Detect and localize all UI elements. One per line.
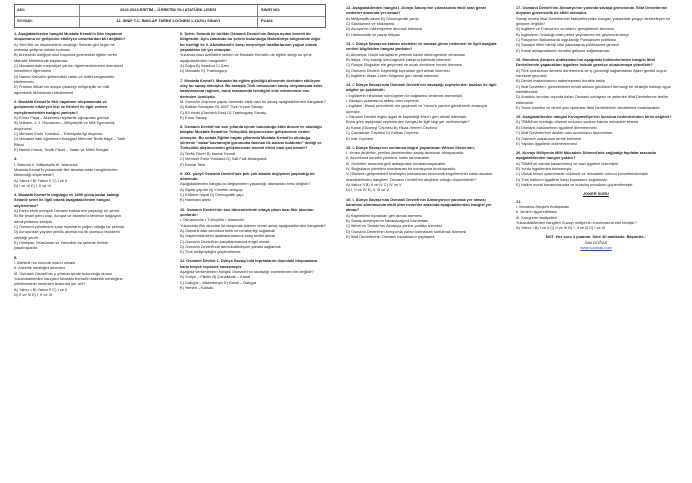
question-option: Yukarıdakilerden hangileri Mustafa Kemal'in askerlik mesleğine yönelmesinin nedenleri arasında yer alır? bbox=[14, 275, 123, 287]
question-block bbox=[14, 255, 128, 298]
exam-title-2: 12. SINIF T.C. İNKILAP TARİHİ 1.DÖNEM 1.YAZILI SINAVI bbox=[116, 18, 220, 23]
question-option: • İngilizler, Musul petrollerini ele geçirmek ve Yavuz'a yardım göndermek amacıyla açmıştır. bbox=[346, 103, 488, 114]
question-block bbox=[516, 191, 676, 230]
question-option: D) Manastır'daki öğretmeni Kolağası Mehmet Tevfik Bilge – Tarih Bilinci bbox=[14, 136, 126, 147]
question-block bbox=[346, 145, 500, 193]
question-option: Savaş öncesi İtilaf Devletlerinin faaliyetlerinden hangisi, yukarıdaki yargıyı destekleyen bir gelişme değildir? bbox=[516, 15, 671, 27]
question-option: E) Fransız İhtilali'nin ortaya çıkardığı milliyetçilik ve milli egemenlik fikirlerinden etkilenmesi bbox=[14, 84, 110, 95]
question-option: A) TBMM'nin kurduğu düzenli ordunun sadece batıda mücadele etmesi bbox=[516, 119, 639, 125]
question-option: D) Anadolu sınırları dışında kalan Osmanlı subayları ve askerleri İtilaf Devletlerine teslim edilecektir bbox=[516, 94, 669, 105]
question-option: D) II ve III E) I, II ve III bbox=[14, 292, 52, 297]
question-option: • İngilizlerin Hindistan sömürgeleri ile bağlantısı kesilmek istenmiştir. bbox=[346, 92, 464, 98]
question-text: 6. Şehir; Selanik ile birlikte Osmanlı Devleti'nin Batıya açılan önemli bir bölgesidir. Aynı zamanda bu şehrin bulunduğu Makedonya bölgesinde diğer bir özelliği ile il. Abdülhamit'e karşı meşrutiyet taraftarlarının yoğun olarak yaşadıkları bir yer olmuştur. bbox=[180, 31, 321, 53]
question-text: 3. bbox=[14, 156, 18, 162]
question-block bbox=[516, 5, 676, 53]
question-option: M. Kemal'in düşünce yapısı üzerinde etkili olan bu savaş aşağıdakilerden hangisidir? bbox=[180, 98, 326, 104]
question-option: E) Hammadde ve pazar ihtiyacı bbox=[346, 31, 401, 37]
question-block bbox=[14, 99, 128, 152]
question-text: 9. XIX. yüzyıl Osmanlı Devleti'nde pek çok alanda değişimin yaşandığı bir dönemdir. bbox=[180, 170, 315, 181]
question-option: III. Osmanlı Devleti'nin o yıllarda içinde bulunduğu durum bbox=[14, 270, 113, 276]
question-option: maddelerinden hangileri, Osmanlı Devleti'nin aleyhine olduğu düşünülebilir? bbox=[346, 176, 477, 182]
question-option: E) Kırım Savaşı bbox=[180, 114, 208, 120]
question-option: A) Türk ordusunun serbest deneremesi ve iç güvenliği sağlamaktan ilişkin gerekli suyun harekete geçmesi bbox=[516, 67, 667, 78]
question-block bbox=[180, 258, 326, 290]
question-option: D) Osmanlı Devleti'nin Avrupa'da yalnız kalmaktan kurtulmak istemesi bbox=[346, 228, 467, 234]
question-option: Mustafa Kemal'in yukarıdaki fikir akımlarından hangilerinden etkilendiği söylenebilir? bbox=[14, 166, 118, 178]
question-option: A) Yalnız II B) II ve IV C) IV ve V bbox=[346, 182, 402, 188]
question-option: A) Sofya B) İstanbul C) Şam bbox=[180, 63, 229, 69]
question-option: B) İtalya: Geç kaldığı sömürgecilik yarışına katılmak istemesi bbox=[346, 56, 451, 62]
question-text: 21. bbox=[516, 198, 522, 204]
question-option: D) I, II ve IV E) II, III ve V bbox=[346, 187, 390, 193]
question-option: III. Devletler arasında gizli antlaşmalar imzalanmayacaktır. bbox=[346, 160, 447, 166]
question-text: 13. I. Dünya Savaşı'na katılan devletler ve savaşa girme nedenleri ile ilgili aşağıda verilen bilgilerden hangisi yanlıştır? bbox=[346, 40, 497, 52]
question-option: B) Annesinin isteğiyle okul hayatına geleneksel eğitim veren Mahalle Mektebinde başlaması bbox=[14, 52, 118, 63]
question-text: 18. Mondros Ateşkes Antlaşması'nın aşağıdaki hükümlerinden hangisi İtilaf Devletlerinin yapacakları işgallere hukuki gerekçe oluşturmaya yöneliktir? bbox=[516, 56, 655, 68]
question-option: E) Kemal Tahir bbox=[180, 161, 206, 167]
question-option: A) Milliyetçilik akımı B) Sömürgecilik yarışı bbox=[346, 15, 419, 21]
column-1 bbox=[14, 31, 128, 301]
question-option: C) 93 Harbi (Osmanlı-Rus) D) Trablusgarp Savaşı bbox=[180, 109, 267, 115]
question-block bbox=[516, 57, 676, 110]
question-block bbox=[516, 114, 676, 146]
ad-label: ADI: bbox=[17, 7, 25, 12]
question-option: II. Askerlik mesleğini sevmesi bbox=[14, 265, 65, 271]
question-option: C) Kültürel hayat D) Demografik yapı bbox=[180, 192, 244, 198]
question-option: C) Osmanlı yönetimine karşı isyanların yoğun olduğu bir şehirdir. bbox=[14, 224, 126, 230]
question-option: A) Enver Paşa – Askerlerin siyasetle uğraşması görüşü bbox=[14, 114, 109, 120]
question-option: E) Yapılan işgallerin önlenememesi bbox=[516, 140, 577, 146]
question-block bbox=[14, 192, 128, 251]
question-option: D) I ve III E) I, II ve III bbox=[14, 182, 51, 188]
question-option: II. İzmir'in işgal edilmesi bbox=[516, 209, 557, 215]
question-option: B) Yurdu işgallerden kurtarmıştır. bbox=[516, 166, 573, 172]
question-option: B) Devlet makamlarının haberleşmesi durakla bekle bbox=[516, 78, 606, 84]
question-option: E) Toros tünelleri ve demir yolu işletmesi İtilaf Devletlerinin denetimine bırakılacaktır bbox=[516, 104, 660, 110]
question-option: E) Hristiyan, Müslüman ve Yahudiler bu şehirde birlikte yaşamışlardır. bbox=[14, 240, 109, 251]
question-option: D) Osmanlı Devleti: Kaybettiği toprakları geri almak istemesi bbox=[346, 67, 450, 73]
question-option: C) Osmanlı Devleti'nin parçalanmasına engel olmak bbox=[180, 238, 270, 244]
question-option: A) Tevfik Fikret B) Namık Kemal bbox=[180, 150, 236, 156]
column-4 bbox=[516, 5, 676, 254]
question-block bbox=[180, 207, 326, 255]
question-text: 10. Osmanlı Devleti'nin son dönemlerinde ortaya çıkan bazı fikir akımları şunlardır: bbox=[180, 206, 314, 217]
question-block bbox=[346, 197, 500, 240]
question-option: C) İtilaf Devletlerinin destek olan azınlıkların taşkınlıkları bbox=[516, 130, 613, 136]
question-option: B) Savaş Almanya'nın kazanacağına inanılması bbox=[346, 217, 429, 223]
question-option: • Osmanlı Devleti İngiliz işgali ile kaybettiği Mısır'ı geri almak istemiştir. bbox=[346, 114, 468, 120]
teacher-name: Zeki DOĞAN bbox=[584, 239, 608, 245]
question-option: I. Yenen devletler, yenilen devletlerden savaş tazminatı almayacaktır. bbox=[346, 149, 465, 155]
column-2 bbox=[180, 31, 326, 294]
question-block bbox=[14, 156, 128, 188]
question-option: I. Batıcılık II. Milliyetçilik III. İslamcılık bbox=[14, 161, 78, 167]
question-block bbox=[516, 234, 676, 250]
question-option: B) İngilizlerin Ortadoğu'daki petrol yayınlarına ele geçirmesi istegi bbox=[516, 31, 629, 37]
question-text: 4. Mustafa Kemal'in doğduğu ve 1896 yılına kadar kaldığı Selanik şehri ile ilgili olarak aşağıdakilerden hangisi söylenemez? bbox=[14, 192, 119, 208]
question-text: 19. Aşağıdakilerden hangisi Kuvayımilliye'nin kurulma nedenlerinden birisi değildir? bbox=[516, 114, 672, 120]
question-option: I. Ailesinin bu konuda ısrarcı olması bbox=[14, 259, 76, 265]
question-option: A) Yalnız I B) Yalnız II C) I ve II bbox=[14, 286, 68, 292]
question-option: A) Yalnız I B) Yalnız II C) I ve II bbox=[14, 177, 68, 183]
question-text: 2. Mustafa Kemal'in fikir hayatının oluşmasında ve gelişiminin etkileyen kişi ve fikirleri ile ilgili verilen eşleştirmelerden hangisi yanlıştır? bbox=[14, 98, 107, 115]
question-text: 5. bbox=[14, 254, 18, 260]
question-text: 1. Aşağıdakilerden hangisi Mustafa Kemal'in fikir hayatının oluşumunu ve gelişimini etkileyen unsurlardan biri değildir? bbox=[14, 31, 126, 42]
question-option: Yukarıdaki fikir akımları ile ulaşılmak istenen temel amaç aşağıdakilerden hangisidir? bbox=[180, 222, 326, 228]
question-option: E) Halkın moral kazanmasında ve kurtuluş umudunu güçlendirmiştir. bbox=[516, 182, 634, 188]
question-option: • Savaşın uzamasına sebep olan cephedir. bbox=[346, 98, 420, 104]
question-option: B) Osmanlı hükümetinin işgallere direnmemesi bbox=[516, 124, 597, 130]
question-text: 8. Osmanlı Devleti'nin son yıllarda içinde bulunduğu kötü durum ve okuduğu kitaplar Mustafa Kemal'de Türkçülük düşüncesinin gelişmesine neden olmuştur. Bu sırada Eğitim hayatı yıllarında Mustafa Kemal'in okuduğu şiirlerde "vatan"kavramıyla gurunuma tanınan ilk anlamı bulduran" dediği ve Türkçülük düşüncesinin gelişmesinde önemli etkisi olan şair kimdir? bbox=[180, 124, 322, 151]
question-block bbox=[180, 78, 326, 121]
question-block bbox=[180, 171, 326, 203]
question-option: C) Silahlanma ve bloklaşma bbox=[346, 21, 395, 27]
question-option: A) Osmanlı'daki azınlıklar birlik ve beraberliği sağlamak bbox=[180, 227, 276, 233]
question-option: E) Irak Cephesi bbox=[346, 135, 373, 141]
question-block bbox=[180, 31, 326, 74]
question-option: E) Namık Kemal, Tevfik Fikret – Vatan ve Millet Sevgisi bbox=[14, 147, 109, 153]
question-option: D) Savaşın fiilen bitmiş olan yakınlaşma politikasına girmesi bbox=[516, 42, 619, 48]
puan-label: PUAN: bbox=[261, 18, 274, 23]
question-text: 14. I. Dünya Savaşı'nda Osmanlı Devleti'nin savaştığı cephelerden bazıları ile ilgili bilgiler şu şekildedir: bbox=[346, 82, 497, 93]
exam-header bbox=[14, 4, 326, 28]
question-option: D) Namık Kemal'in şiirlerindeki vatan ve millet sevgisinden etkilenmesi bbox=[14, 73, 115, 85]
question-block bbox=[516, 150, 676, 187]
question-option: A) Suriye – Filistin B) Çanakkale – Kanal bbox=[180, 274, 251, 280]
question-block bbox=[180, 124, 326, 167]
exam-note: NOT: Her soru 4 puandır. Süre 40 dakikadır. Başarılar... bbox=[545, 234, 647, 240]
question-option: C) Çanakkale Cephesi D) Kafkas Cephesi bbox=[346, 130, 419, 136]
question-option: A) Balkan Savaşları B) 1897 Türk-Yunan Savaşı bbox=[180, 104, 263, 110]
question-option: C) Rusya'nın Balkanlarda uyguladığı Panslavizm politikası bbox=[516, 37, 617, 43]
question-text: 20. Kuvayı Milliyenin Milli Mücadele Dönemi'nde sağladığı faydalar arasında aşağıdakilerden hangisi yoktur? bbox=[516, 149, 656, 161]
question-option: D) Manastır E) Trablusgarp bbox=[180, 68, 227, 74]
question-text: 12. Aşağıdakilerden hangisi I. Dünya Savaşı'nın çıkmasında etkili olan genel nedenler arasında yer almaz? bbox=[346, 5, 487, 16]
question-option: • Osmanlıcılık • Türkçülük • İslamcılık bbox=[180, 217, 244, 223]
exam-title-1: 2022-2023 EĞİTİM – ÖĞRETİM YILI ATATÜRK LİSESİ bbox=[120, 7, 216, 12]
question-option: C) Manastır'daki meşrutiyet yanlısı öğretmenlerinden memleket meseleleri öğrenmesi bbox=[14, 63, 123, 74]
question-option: A) Yeni fikir ve düşüncelerle oluştuğu Selanik gibi özgür bir ortamda yetişme imkânı bulması bbox=[14, 41, 115, 53]
question-option: C) Galiçya – Makedonya D) Kanal – Galiçya bbox=[180, 279, 257, 285]
question-option: C) Mehmet Emin Yurdakul – Edebiyata ilgi duyması bbox=[14, 130, 103, 136]
question-option: E) Türk milliyetçiliğini güçlendirmek bbox=[180, 249, 241, 255]
question-option: C) Rusya: Boğazlar ele geçirmek ve sıcak denizlere inmek istemesi bbox=[346, 62, 462, 68]
question-option: V. Ülkelerin gelişmelerini kısıtlayan uluslararası ekonomik engellemeler kaldırılacaktır. bbox=[346, 171, 494, 177]
question-option: A) TBMM'ye zaman kazandırmış ve bazı işgalleri önlemiştir. bbox=[516, 160, 619, 166]
question-option: A) İngiltere ve Fransa'nın sınırlarını genişletmek istemesi bbox=[516, 26, 614, 32]
question-option: Aşağıdakilerden hangisi bu değişimlerin yaşandığı alanlardan birisi değildir? bbox=[180, 181, 311, 187]
question-text: 17. Osmanlı Devleti'nin Almanya'nın yanında savaşa girmesinde, İtilaf Devletlerine duyulan güvensizlik de etkili olmuştur. bbox=[516, 5, 668, 16]
question-option: A) Kaybedilen toprakları geri almak istemesi bbox=[346, 212, 422, 218]
question-option: B) Bir liman şehri olup, Avrupa ve İstanbul'a birbirine bağlayan demiryollarına sahiptir. bbox=[14, 213, 121, 224]
column-3 bbox=[346, 5, 500, 243]
question-option: C) Mehmet Emin Yurdakul D) Sait Faik Abasıyanık bbox=[180, 156, 267, 162]
question-block bbox=[346, 82, 500, 141]
question-option: E) İngiltere: Alsas-Loren bölgesini geri almak istemesi bbox=[346, 72, 439, 78]
question-option: E) Hanedan ailesi bbox=[180, 197, 211, 203]
question-text: 7. Mustafa Kemal'i, Manastır'da eğitim gördüğü dönemde derinden etkileyen olay bu savaş olmuştur. Bu savaşta Türk ordusunun savaş meydanında zafer kazanmasına rağmen, barış masasında istediğini elde edememesi onu derinden üzmüştür. bbox=[180, 77, 323, 99]
question-option: E) Yemen – Kafkas bbox=[180, 285, 214, 291]
question-block bbox=[346, 5, 500, 37]
question-option: B) Voltaire, J. J. Rousseau – Milliyetçilik ve Milli Egemenlik düşüncesi bbox=[14, 120, 115, 131]
question-option: Yukarıdakilerden hangileri Kuvayı milliye'nin kurulmasına etki etmiştir? bbox=[516, 219, 637, 225]
question-option: E) İtilaf Devletlerinin Osmanlı topraklarını paylaşma bbox=[346, 233, 435, 239]
question-block bbox=[346, 41, 500, 78]
question-text: 16. I. Dünya Savaşı'nda Osmanlı Devleti'nin Almanya'nın yanında yer alması kararının alınmasında etkili olan nedenler arasında aşağıdakilerden hangisi yer almaz? bbox=[346, 196, 492, 213]
question-option: D) Osmanlı ordusunun terhis edilmesi bbox=[516, 135, 582, 141]
question-option: II. Azınlıklara kendini yönetme hakkı tanınacaktır. bbox=[346, 155, 431, 161]
question-option: A) Kanal (Süveyş) Cephesi B) Hicaz-Yemen Cephesi bbox=[346, 124, 438, 130]
question-option: C) İttihat ve Terakki'nin Almanya yanlısı politika izlemesi bbox=[346, 223, 442, 229]
sinif-label: SINIFI NO: bbox=[261, 7, 281, 12]
question-option: Aşağıda verilenlerden hangisi Osmanlı'nın savaştığı cephelerden biri değildir? bbox=[180, 269, 314, 275]
site-link: www.sorubak.com bbox=[580, 245, 612, 251]
question-option: A) Farklı etnik menşeli Osmanlı halklarının yaşadığı bir yerdir. bbox=[14, 208, 120, 214]
question-option: D) Avrupa'dan yayılan yenilik akımlarına ilk olumsuz tepkilerin verildiği yerdir. bbox=[14, 229, 120, 240]
question-option: C) İtilaf Devletleri, güvenliklerini tehdit altında gördükleri herhangi bir stratejik noktayı işgal edebilecektir bbox=[516, 83, 671, 94]
question-option: I. Mondros Ateşkes Antlaşması bbox=[516, 203, 570, 209]
question-option: Buna göre aşağıdaki cephelerden hangisi ile ilgili bilgi yer verilmemiştir? bbox=[346, 119, 470, 125]
question-option: B) Gayrimüslimlerin ayaklanmalarına karşı tedbir almak bbox=[180, 233, 276, 239]
question-option: A) Almanya: Güçlü sanayisine yetecek kadar sömürgesinin olmaması bbox=[346, 51, 466, 57]
question-option: D) Avrupa'nın hâkimiyetine alınmak istemesi bbox=[346, 26, 423, 32]
question-block bbox=[14, 31, 128, 95]
question-option: IV. Boğazların yönetimi uluslararası bir komisyona bırakılacaktır. bbox=[346, 166, 457, 172]
question-option: E) Kanal anlaşmalarının kendini gelişme sağlamaması bbox=[516, 47, 610, 53]
question-option: A) Siyasi yapılar B) Yönetim anlayışı bbox=[180, 186, 243, 192]
question-text: 11. Osmanlı Devleti 1. Dünya Savaşı'nda topraklarını dışındaki düşmanlara karşı birçok cephede savaşmıştır. bbox=[180, 258, 318, 269]
question-option: Yukarıda bazı özellikleri verilen ve Mustafa Kemal'in de eğitim aldığı bu şehir aşağıdakilerden hangisidir? bbox=[180, 52, 312, 63]
question-option: C) Ulusal bilinci uyandırarak hükümet ve mücadele ruhunu kuvvetlendirmiştir. bbox=[516, 171, 649, 177]
soyadi-label: SOYADI: bbox=[17, 18, 33, 23]
joker-title: JOKER SORU bbox=[583, 191, 609, 197]
question-text: 15. I. Dünya Savaşı'nın sonlarına doğru yayımlanan Wilson İlkelerinin; bbox=[346, 144, 475, 150]
question-option: III. Kongreler faaliyetleri bbox=[516, 214, 557, 220]
question-option: D) Türk halkının işgallere karşı koymasını sağlamıştır. bbox=[516, 176, 609, 182]
question-option: A) Yalnız I B) I ve II C) II ve III D) I, II ve III E) I ve III bbox=[516, 225, 605, 231]
question-option: D) Osmanlı Devleti'nde demokratikleşme çabası sağlamak bbox=[180, 243, 281, 249]
